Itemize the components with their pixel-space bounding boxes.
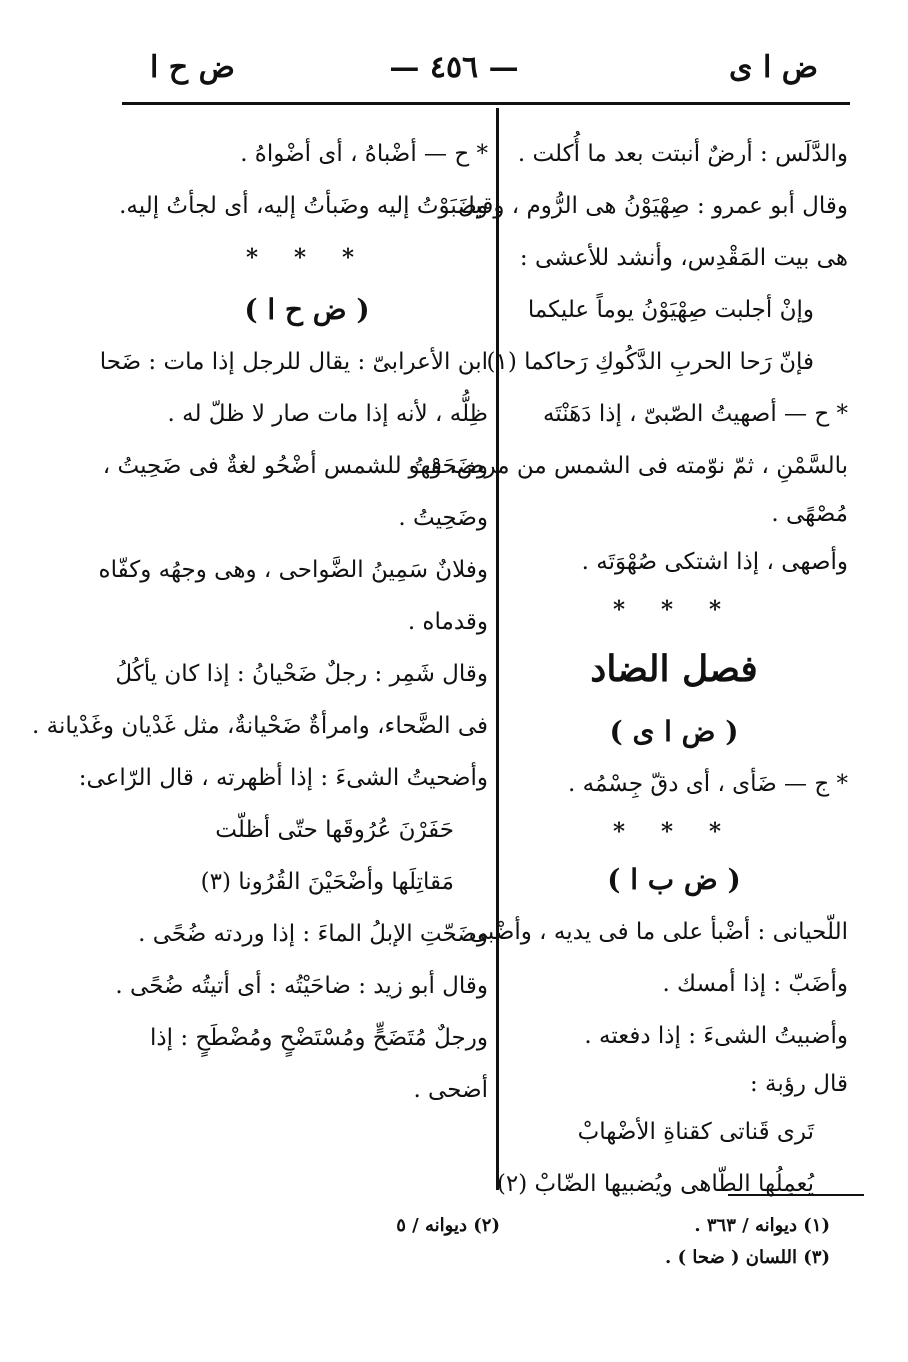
root-heading: ( ض ح ا ) [244,293,370,326]
text-line: وأصهى ، إذا اشتكى صُهْوَتَه . [581,549,848,575]
text-line: وضَحَوْتُ للشمس أضْحُو لغةٌ فى ضَحِيتُ ، [102,453,488,479]
footnote-3: (٣) اللسان ( ضحا ) . [665,1247,830,1268]
header-rule [122,102,850,105]
text-line: ابن الأعرابىّ : يقال للرجل إذا مات : ضَحا [99,349,488,375]
section-separator: * * * [612,596,736,623]
text-line: وقال شَمِر : رجلٌ ضَحْيانُ : إذا كان يأكُلُ [115,661,488,687]
text-line: قال رؤبة : [749,1071,848,1097]
footnote-1: (١) ديوانه / ٣٦٣ . [694,1215,830,1236]
verse-line: فإنّ رَحا الحربِ الدَّكُوكِ رَحاكما (١) [486,349,814,375]
entry-line: * ح — أصهيتُ الصّبىّ ، إذا دَهَنْتَه [542,401,848,427]
entry-line: * ح — أضْباهُ ، أى أضْواهُ . [240,141,488,167]
entry-line: * ج — ضَأى ، أى دقّ جِسْمُه . [568,771,848,797]
page-number: — ٤٥٦ — [389,50,519,85]
text-line: مُصْهًى . [771,501,848,527]
footnotes-right [490,1210,830,1274]
section-separator: * * * [245,244,369,271]
verse-line: حَفَرْنَ عُرُوقَها حتّى أظلّت [215,817,454,843]
text-line: اللّحيانى : أضْبأ على ما فى يديه ، وأضْبى [468,919,848,945]
text-line: والدَّلَس : أرضٌ أنبتت بعد ما أُكلت . [517,141,848,167]
text-line: وفلانٌ سَمِينُ الضَّواحى ، وهى وجهُه وكفّاه [98,557,488,583]
section-separator: * * * [612,818,736,845]
text-line: بالسَّمْنِ ، ثمّ نوّمته فى الشمس من مرض، فهو [408,453,848,479]
running-header-left: ض ح ا [150,50,235,85]
verse-line: يُعمِلُها الطّاهى ويُضبيها الضّابْ (٢) [496,1171,814,1197]
text-line: وقدماه . [407,609,488,635]
text-line: هى بيت المَقْدِس، وأنشد للأعشى : [519,245,848,271]
text-line: وأضحيتُ الشىءَ : إذا أظهرته ، قال الرّاعى: [78,765,488,791]
text-line: وأضبيتُ الشىءَ : إذا دفعته . [584,1023,848,1049]
text-line: ظِلُّه ، لأنه إذا مات صار لا ظلّ له . [167,401,488,427]
footnote-2: (٢) ديوانه / ٥ [396,1215,500,1236]
text-line: وأضَبّ : إذا أمسك . [662,971,848,997]
text-line: وضَحّتِ الإبلُ الماءَ : إذا وردته ضُحًى . [138,921,488,947]
root-heading: ( ض ا ى ) [609,715,739,748]
verse-line: تَرى قَناتى كقناةِ الأضْهابْ [577,1119,814,1145]
verse-line: وإنْ أجلبت صِهْيَوْنُ يوماً عليكما [527,297,814,323]
left-column [32,128,488,1116]
root-heading: ( ض ب ا ) [607,863,741,896]
verse-line: مَقاتِلَها وأضْحَيْنَ القُرُونا (٣) [200,869,454,895]
text-line: وقال أبو زيد : ضاحَيْتُه : أى أتيتُه ضُحًى . [115,973,488,999]
text-line: وقال أبو عمرو : صِهْيَوْنُ هى الرُّوم ، وقيل [457,193,848,219]
text-line: ورجلٌ مُتَضَحٍّ ومُسْتَضْحٍ ومُضْطَحٍ : إذا [150,1025,488,1051]
text-line: وضَبَوْتُ إليه وضَبأتُ إليه، أى لجأتُ إليه. [119,193,488,219]
text-line: فى الضَّحاء، وامرأةٌ ضَحْيانةٌ، مثل غَدْيان وغَدْيانة . [32,713,488,739]
text-line: أضحى . [413,1077,488,1103]
running-header-right: ض ا ى [729,50,818,85]
column-divider [496,108,499,1190]
footnotes-left [300,1210,500,1242]
chapter-heading: فصل الضاد [590,648,758,690]
text-line: وضَحِيتُ . [398,505,488,531]
